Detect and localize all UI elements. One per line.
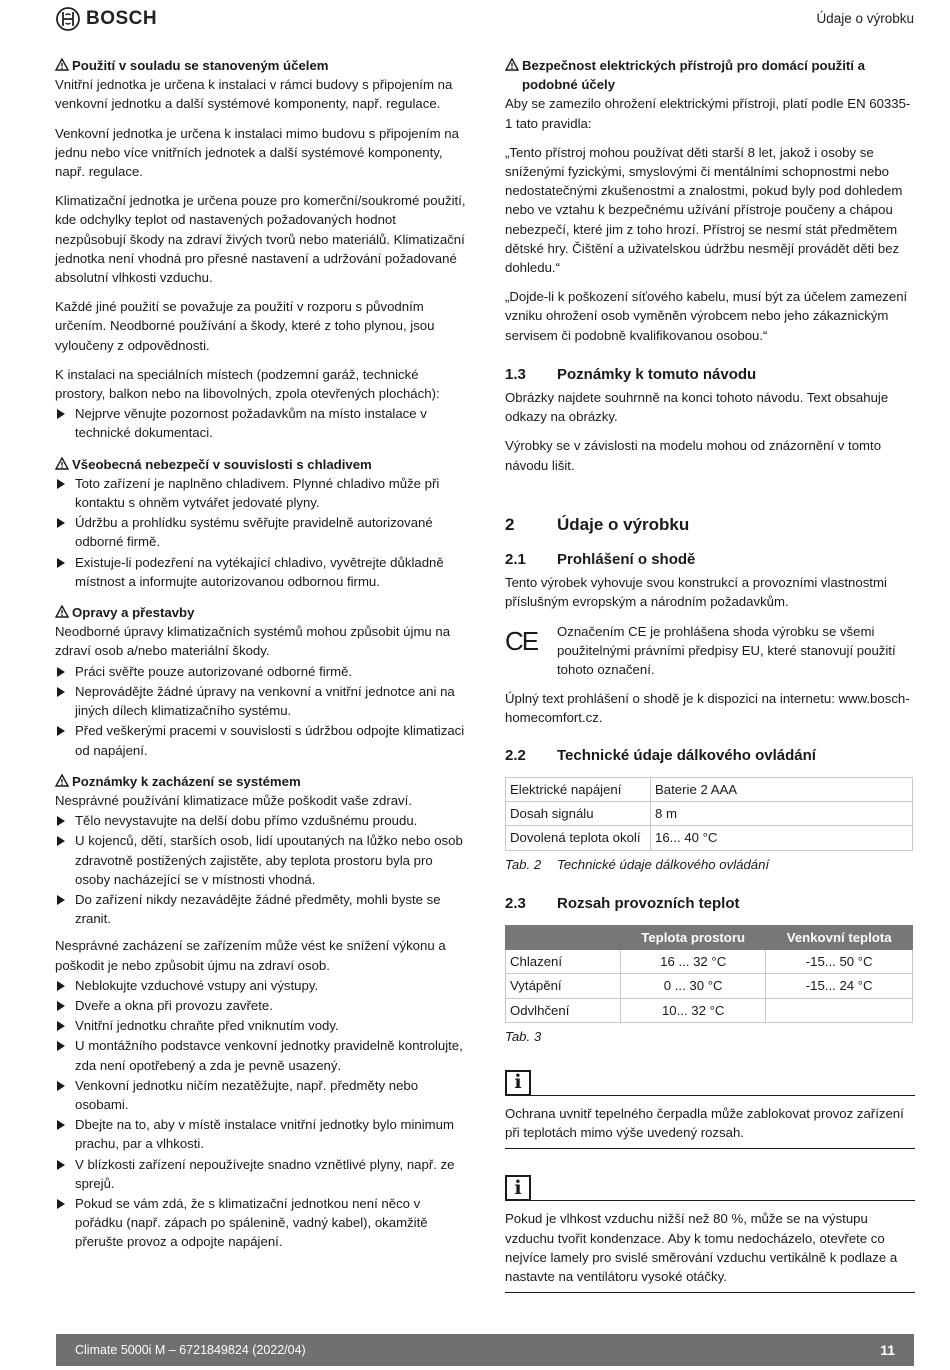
paragraph: Obrázky najdete souhrnně na konci tohoto návodu. Text obsahuje odkazy na obrázky. bbox=[505, 390, 889, 425]
operating-temperature-table bbox=[505, 925, 913, 1023]
bosch-armature-icon bbox=[56, 7, 80, 31]
table-row: Odvlhčení 10... 32 °C bbox=[506, 998, 913, 1022]
warning-heading-repairs: Opravy a přestavby bbox=[55, 603, 469, 622]
warning-heading-refrigerant: Všeobecná nebezpečí v souvislosti s chladivem bbox=[55, 455, 469, 474]
table-row: Elektrické napájení Baterie 2 AAA bbox=[506, 777, 913, 801]
paragraph: Každé jiné použití se považuje za použití v rozporu s původním určením. Neodborné používání a škody, které z toho plynou, jsou vyloučeny z odpovědnosti. bbox=[55, 299, 435, 353]
divider bbox=[531, 1095, 915, 1096]
list-item: Dbejte na to, aby v místě instalace vnitřní jednotky bylo minimum prachu, par a vlhkosti. bbox=[55, 1115, 469, 1153]
list-item: Před veškerými pracemi v souvislosti s údržbou odpojte klimatizaci od napájení. bbox=[55, 721, 469, 759]
section-heading-2-2: 2.2 Technické údaje dálkového ovládání bbox=[505, 746, 816, 764]
paragraph: Venkovní jednotka je určena k instalaci mimo budovu s připojením na jednu nebo více vnitřních jednotek a další systémové komponenty, např. regulace. bbox=[55, 125, 459, 180]
list-item: Existuje-li podezření na vytékající chladivo, vyvětrejte důkladně místnost a informujte autorizovanou odbornou firmu. bbox=[55, 553, 469, 591]
info-icon: i bbox=[505, 1070, 531, 1096]
instruction-list bbox=[55, 976, 469, 1252]
page-footer bbox=[56, 1334, 914, 1366]
paragraph: Označením CE je prohlášena shoda výrobku se všemi použitelnými právními předpisy EU, které stanovují použití tohoto označení. bbox=[557, 623, 896, 678]
warning-heading-system-handling: Poznámky k zacházení se systémem bbox=[55, 772, 469, 791]
table-header-row: Teplota prostoru Venkovní teplota bbox=[506, 925, 913, 949]
list-item: U kojenců, dětí, starších osob, lidí upoutaných na lůžko nebo osob zdravotně postižených zajistěte, aby teplota prostoru byla pro osoby nacházející se v místnosti vhodná. bbox=[55, 831, 469, 889]
list-item: Práci svěřte pouze autorizované odborné firmě. bbox=[55, 662, 469, 681]
paragraph: Tento výrobek vyhovuje svou konstrukcí a provozními vlastnostmi příslušným evropským a národním požadavkům. bbox=[505, 575, 887, 610]
paragraph: Neodborné úpravy klimatizačních systémů mohou způsobit újmu na zdraví osob a/nebo materiální škody. bbox=[55, 624, 451, 659]
document-id: Climate 5000i M – 6721849824 (2022/04) bbox=[75, 1343, 306, 1357]
note-text: Pokud je vlhkost vzduchu nižší než 80 %, může se na výstupu vzduchu tvořit kondenzace. Aby k tomu nedocházelo, otevřete co nejvíce lamely pro svislé směrování vzduchu vertikálně k podlaze a nastavte na ventilátoru vysoké otáčky. bbox=[505, 1211, 898, 1284]
paragraph: Úplný text prohlášení o shodě je k dispozici na internetu: www.bosch-homecomfort.cz. bbox=[505, 691, 910, 726]
paragraph: Nesprávné používání klimatizace může poškodit vaše zdraví. bbox=[55, 792, 412, 808]
list-item: Vnitřní jednotku chraňte před vniknutím vody. bbox=[55, 1016, 469, 1035]
section-heading-2-1: 2.1 Prohlášení o shodě bbox=[505, 551, 696, 569]
warning-heading-intended-use: Použití v souladu se stanoveným účelem bbox=[55, 56, 469, 75]
list-item: Do zařízení nikdy nezavádějte žádné předměty, mohli byste se zranit. bbox=[55, 890, 469, 928]
warning-triangle-icon bbox=[505, 58, 519, 71]
list-item: Dveře a okna při provozu zavřete. bbox=[55, 996, 469, 1015]
paragraph: „Tento přístroj mohou používat děti starší 8 let, jakož i osoby se sníženými fyzickými, smyslovými či mentálními schopnostmi nebo nedostatečnými zkušenostmi a znalostmi, pokud byly pod dohledem nebo ve vztahu k bezpečnému užívání přístroje poučeny a chápou nebezpečí, které jim z toho hrozí. Přístroj se nesmí stát předmětem dětské hry. Čištění a uživatelskou údržbu nesmějí provádět děti bez dohledu.“ bbox=[505, 144, 903, 276]
info-note bbox=[505, 1175, 915, 1293]
bosch-logo bbox=[56, 7, 157, 31]
note-text: Ochrana uvnitř tepelného čerpadla může zablokovat provoz zařízení při teplotách mimo výše uvedený rozsah. bbox=[505, 1105, 904, 1141]
brand-name: BOSCH bbox=[86, 8, 158, 29]
list-item: Pokud se vám zdá, že s klimatizační jednotkou není něco v pořádku (např. zápach po spálenině, vadný kabel), okamžitě přerušte provoz a odpojte napájení. bbox=[55, 1194, 469, 1252]
paragraph: Nesprávné zacházení se zařízením může vést ke snížení výkonu a poškodit je nebo způsobit újmu na zdraví osob. bbox=[55, 938, 446, 973]
list-item: Nejprve věnujte pozornost požadavkům na místo instalace v technické dokumentaci. bbox=[55, 404, 469, 442]
table-row: Dovolená teplota okolí 16... 40 °C bbox=[506, 826, 913, 850]
warning-heading-electrical-safety: Bezpečnost elektrických přístrojů pro domácí použití a podobné účely bbox=[505, 56, 915, 94]
table-row: Vytápění 0 ... 30 °C -15... 24 °C bbox=[506, 974, 913, 998]
paragraph: Vnitřní jednotka je určena k instalaci v rámci budovy s připojením na venkovní jednotku a další systémové komponenty, např. regulace. bbox=[55, 77, 453, 112]
list-item: Venkovní jednotku ničím nezatěžujte, např. předměty nebo osobami. bbox=[55, 1076, 469, 1114]
paragraph: K instalaci na speciálních místech (podzemní garáž, technické prostory, balkon nebo na libovolných, zpola otevřených plochách): bbox=[55, 366, 440, 402]
instruction-list bbox=[55, 404, 469, 442]
running-header-title: Údaje o výrobku bbox=[816, 11, 914, 26]
page-header bbox=[0, 0, 950, 40]
warning-triangle-icon bbox=[55, 774, 69, 787]
paragraph: „Dojde-li k poškození síťového kabelu, musí být za účelem zamezení vzniku ohrožení osob vyměněn výrobcem nebo jeho zákaznickým servisem či podobně kvalifikovanou osobou.“ bbox=[505, 289, 908, 343]
list-item: Neprovádějte žádné úpravy na venkovní a vnitřní jednotce ani na jiných dílech klimatizačního systému. bbox=[55, 682, 469, 720]
ce-declaration bbox=[505, 622, 915, 680]
table-row: Dosah signálu 8 m bbox=[506, 802, 913, 826]
section-heading-1-3: 1.3 Poznámky k tomuto návodu bbox=[505, 365, 757, 383]
left-column bbox=[55, 56, 469, 1264]
list-item: U montážního podstavce venkovní jednotky pravidelně kontrolujte, zda není opotřebený a zda je pevně usazený. bbox=[55, 1036, 469, 1074]
page-number: 11 bbox=[880, 1342, 895, 1358]
list-item: Tělo nevystavujte na delší dobu přímo vzdušnému proudu. bbox=[55, 811, 469, 830]
warning-triangle-icon bbox=[55, 58, 69, 71]
table-caption: Tab. 2 Technické údaje dálkového ovládání bbox=[505, 856, 770, 872]
list-item: Neblokujte vzduchové vstupy ani výstupy. bbox=[55, 976, 469, 995]
instruction-list bbox=[55, 474, 469, 591]
warning-triangle-icon bbox=[55, 605, 69, 618]
section-heading-2-3: 2.3 Rozsah provozních teplot bbox=[505, 894, 740, 912]
warning-triangle-icon bbox=[55, 457, 69, 470]
instruction-list bbox=[55, 811, 469, 928]
paragraph: Výrobky se v závislosti na modelu mohou od znázornění v tomto návodu lišit. bbox=[505, 438, 882, 473]
right-column bbox=[505, 56, 915, 1309]
table-row: Chlazení 16 ... 32 °C -15... 50 °C bbox=[506, 950, 913, 974]
divider bbox=[531, 1200, 915, 1201]
list-item: Údržbu a prohlídku systému svěřujte pravidelně autorizované odborné firmě. bbox=[55, 513, 469, 551]
table-caption: Tab. 3 bbox=[505, 1028, 542, 1044]
paragraph: Klimatizační jednotka je určena pouze pro komerční/soukromé použití, kde odchylky teplot od nastavených požadovaných hodnot nezpůsobují škody na zdraví živých tvorů nebo materiálů. Klimatizační jednotka není vhodná pro přesné nastavení a udržování požadované absolutní vlhkosti vzduchu. bbox=[55, 193, 466, 286]
instruction-list bbox=[55, 662, 469, 760]
info-icon: i bbox=[505, 1175, 531, 1201]
chapter-heading-2: 2 Údaje o výrobku bbox=[505, 514, 690, 534]
info-note bbox=[505, 1070, 915, 1149]
paragraph: Aby se zamezilo ohrožení elektrickými přístroji, platí podle EN 60335-1 tato pravidla: bbox=[505, 96, 911, 131]
list-item: Toto zařízení je naplněno chladivem. Plynné chladivo může při kontaktu s ohněm vytvářet jedovaté plyny. bbox=[55, 474, 469, 512]
remote-control-spec-table bbox=[505, 777, 913, 851]
list-item: V blízkosti zařízení nepoužívejte snadno vznětlivé plyny, např. ze sprejů. bbox=[55, 1155, 469, 1193]
ce-mark-icon: CE bbox=[505, 625, 538, 656]
